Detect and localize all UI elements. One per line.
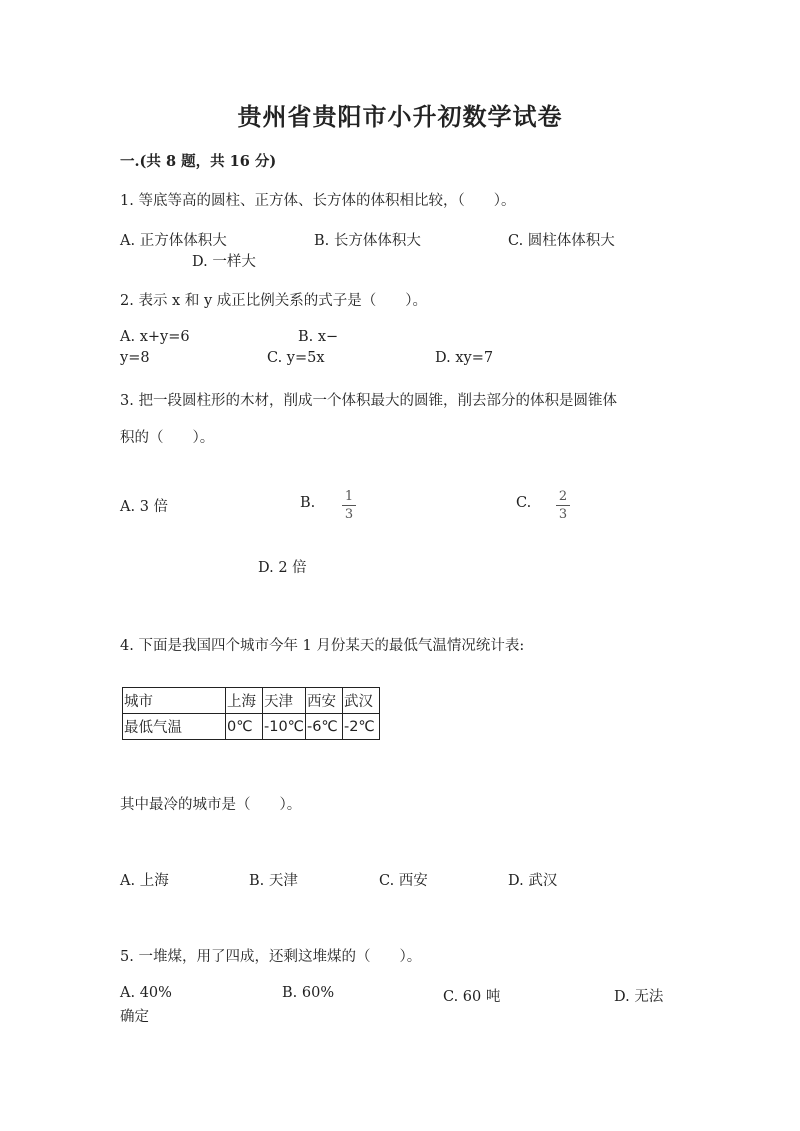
table-row: [123, 714, 380, 740]
q4-option-b[interactable]: B. 天津: [249, 873, 298, 889]
q2-option-d[interactable]: D. xy=7: [435, 350, 494, 366]
fraction-numerator: 1: [342, 490, 356, 506]
table-row: [123, 688, 380, 714]
fraction-denominator: 3: [558, 507, 568, 522]
table-cell: 最低气温: [123, 714, 226, 740]
question-3-text-line2: 积的（ ）。: [120, 430, 215, 446]
q3-option-b-fraction: [342, 490, 356, 521]
q1-option-a[interactable]: A. 正方体体积大: [120, 233, 227, 249]
fraction-numerator: 2: [556, 490, 570, 506]
table-cell: 武汉: [342, 688, 379, 714]
fraction-denominator: 3: [344, 507, 354, 522]
q3-option-c[interactable]: C.: [516, 495, 532, 511]
q3-option-b[interactable]: B.: [300, 495, 316, 511]
table-cell: 西安: [305, 688, 342, 714]
q5-option-a[interactable]: A. 40%: [120, 985, 172, 1001]
question-2-text: 2. 表示 x 和 y 成正比例关系的式子是（ ）。: [120, 293, 427, 309]
table-cell: -10℃: [263, 714, 306, 740]
q5-option-d-continued[interactable]: 确定: [120, 1009, 149, 1025]
temperature-table: [122, 687, 380, 740]
q3-option-d[interactable]: D. 2 倍: [258, 560, 307, 576]
table-cell: 天津: [263, 688, 306, 714]
section-heading: 一.(共 8 题，共 16 分): [120, 153, 277, 170]
q2-option-a[interactable]: A. x+y=6: [120, 329, 190, 345]
question-4-followup: 其中最冷的城市是（ ）。: [120, 797, 302, 813]
q2-option-b[interactable]: B. x−: [298, 329, 339, 345]
q5-option-b[interactable]: B. 60%: [282, 985, 335, 1001]
q2-option-b-continued[interactable]: y=8: [120, 350, 150, 366]
q4-option-c[interactable]: C. 西安: [379, 873, 428, 889]
q1-option-b[interactable]: B. 长方体体积大: [314, 233, 421, 249]
table-cell: 0℃: [226, 714, 263, 740]
question-4-text: 4. 下面是我国四个城市今年 1 月份某天的最低气温情况统计表:: [120, 638, 525, 654]
q4-option-d[interactable]: D. 武汉: [508, 873, 558, 889]
q5-option-d[interactable]: D. 无法: [614, 989, 664, 1005]
q2-option-c[interactable]: C. y=5x: [267, 350, 325, 366]
q3-option-c-fraction: [556, 490, 570, 521]
table-cell: 城市: [123, 688, 226, 714]
page-title: 贵州省贵阳市小升初数学试卷: [237, 102, 563, 131]
q5-option-c[interactable]: C. 60 吨: [443, 989, 501, 1005]
question-1-text: 1. 等底等高的圆柱、正方体、长方体的体积相比较，（ ）。: [120, 193, 516, 209]
table-cell: -2℃: [342, 714, 379, 740]
question-5-text: 5. 一堆煤，用了四成，还剩这堆煤的（ ）。: [120, 949, 422, 965]
q3-option-a[interactable]: A. 3 倍: [120, 499, 169, 515]
q1-option-c[interactable]: C. 圆柱体体积大: [508, 233, 615, 249]
q1-option-d[interactable]: D. 一样大: [192, 254, 256, 270]
question-3-text-line1: 3. 把一段圆柱形的木材，削成一个体积最大的圆锥，削去部分的体积是圆锥体: [120, 393, 617, 409]
table-cell: -6℃: [305, 714, 342, 740]
table-cell: 上海: [226, 688, 263, 714]
q4-option-a[interactable]: A. 上海: [120, 873, 169, 889]
